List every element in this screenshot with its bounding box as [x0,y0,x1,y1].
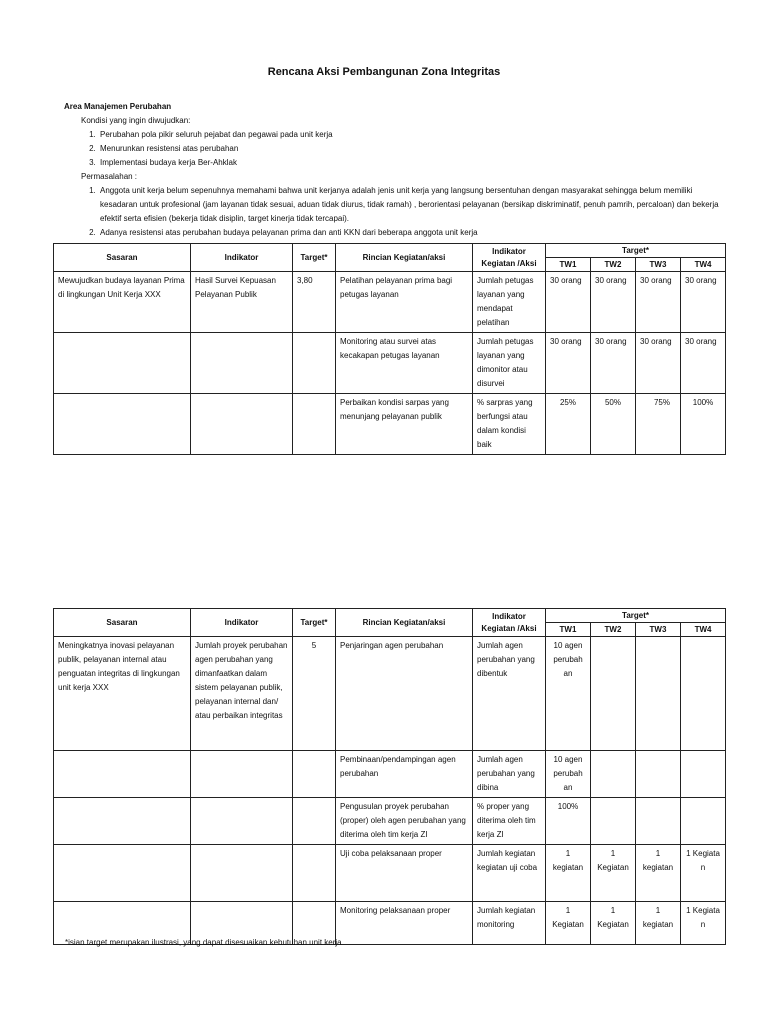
cell-tw1: 10 agen perubah an [546,637,591,751]
cell-indikator [191,394,293,455]
cell-tw4 [681,637,726,751]
cell-sasaran: Meningkatnya inovasi pelayanan publik, pelayanan internal atau penguatan integritas di lingkungan unit kerja XXX [54,637,191,751]
table-row [54,751,726,798]
rencana-aksi-table-1 [53,243,726,455]
header-tw4: TW4 [681,258,726,272]
footnote: *isian target merupakan ilustrasi, yang dapat disesuaikan kebutuhan unit kerja [65,938,342,947]
cell-rincian: Monitoring pelaksanaan proper [336,902,473,945]
cell-target [293,798,336,845]
header-tw3: TW3 [636,623,681,637]
header-rincian: Rincian Kegiatan/aksi [336,609,473,637]
table-row [54,394,726,455]
header-indikator: Indikator [191,609,293,637]
cell-tw3 [636,751,681,798]
cell-tw4: 1 Kegiata n [681,845,726,902]
cell-tw3: 30 orang [636,333,681,394]
cell-indikator-kegiatan: Jumlah agen perubahan yang dibentuk [473,637,546,751]
cell-tw2 [591,637,636,751]
cell-indikator-kegiatan: Jumlah kegiatan monitoring [473,902,546,945]
table-row [54,637,726,751]
cell-tw3: 30 orang [636,272,681,333]
table-row [54,272,726,333]
cell-indikator [191,798,293,845]
cell-tw3 [636,798,681,845]
header-target-group: Target* [546,609,726,623]
cell-indikator-kegiatan: Jumlah kegiatan kegiatan uji coba [473,845,546,902]
kondisi-list [64,128,724,170]
cell-tw2: 50% [591,394,636,455]
permasalahan-label: Permasalahan : [81,172,138,181]
cell-tw4: 30 orang [681,272,726,333]
header-target: Target* [293,609,336,637]
permasalahan-list [64,184,724,240]
cell-indikator [191,845,293,902]
header-sasaran: Sasaran [54,244,191,272]
cell-tw2: 30 orang [591,272,636,333]
cell-tw3 [636,637,681,751]
kondisi-label: Kondisi yang ingin diwujudkan: [81,116,191,125]
cell-rincian: Penjaringan agen perubahan [336,637,473,751]
cell-sasaran [54,394,191,455]
cell-tw2: 30 orang [591,333,636,394]
table-row [54,333,726,394]
cell-sasaran [54,845,191,902]
header-tw2: TW2 [591,623,636,637]
cell-tw4: 100% [681,394,726,455]
cell-tw2: 1 Kegiatan [591,845,636,902]
header-tw3: TW3 [636,258,681,272]
cell-indikator: Hasil Survei Kepuasan Pelayanan Publik [191,272,293,333]
cell-rincian: Pelatihan pelayanan prima bagi petugas layanan [336,272,473,333]
cell-indikator-kegiatan: % sarpras yang berfungsi atau dalam kondisi baik [473,394,546,455]
cell-target: 5 [293,637,336,751]
list-item: 2. Adanya resistensi atas perubahan budaya pelayanan prima dan anti KKN dari beberapa anggota unit kerja [98,226,724,240]
header-sasaran: Sasaran [54,609,191,637]
cell-tw3: 1 kegiatan [636,902,681,945]
list-item: 3. Implementasi budaya kerja Ber-Ahklak [98,156,724,170]
cell-target [293,394,336,455]
cell-sasaran: Mewujudkan budaya layanan Prima di lingkungan Unit Kerja XXX [54,272,191,333]
cell-rincian: Monitoring atau survei atas kecakapan petugas layanan [336,333,473,394]
cell-indikator-kegiatan: Jumlah petugas layanan yang mendapat pelatihan [473,272,546,333]
cell-sasaran [54,798,191,845]
cell-tw1: 25% [546,394,591,455]
cell-tw4: 1 Kegiata n [681,902,726,945]
header-indikator: Indikator [191,244,293,272]
rencana-aksi-table-2 [53,608,726,945]
cell-tw1: 10 agen perubah an [546,751,591,798]
table-row [54,845,726,902]
cell-tw2 [591,798,636,845]
cell-rincian: Perbaikan kondisi sarpas yang menunjang pelayanan publik [336,394,473,455]
header-tw2: TW2 [591,258,636,272]
header-indikator-kegiatan: Indikator Kegiatan /Aksi [473,609,546,637]
cell-target [293,751,336,798]
area-title: Area Manajemen Perubahan [64,102,172,111]
cell-tw1: 30 orang [546,272,591,333]
cell-tw4: 30 orang [681,333,726,394]
cell-sasaran [54,751,191,798]
cell-tw3: 1 kegiatan [636,845,681,902]
cell-target [293,333,336,394]
cell-indikator-kegiatan: Jumlah agen perubahan yang dibina [473,751,546,798]
cell-rincian: Pengusulan proyek perubahan (proper) oleh agen perubahan yang diterima oleh tim kerja ZI [336,798,473,845]
cell-target: 3,80 [293,272,336,333]
cell-tw2 [591,751,636,798]
list-item: 1. Perubahan pola pikir seluruh pejabat dan pegawai pada unit kerja [98,128,724,142]
cell-indikator [191,333,293,394]
header-tw4: TW4 [681,623,726,637]
cell-rincian: Pembinaan/pendampingan agen perubahan [336,751,473,798]
cell-sasaran [54,333,191,394]
cell-indikator-kegiatan: % proper yang diterima oleh tim kerja ZI [473,798,546,845]
cell-tw3: 75% [636,394,681,455]
cell-indikator: Jumlah proyek perubahan agen perubahan yang dimanfaatkan dalam sistem pelayanan publik, pelayanan internal dan/ atau perbaikan integritas [191,637,293,751]
cell-tw1: 1 kegiatan [546,845,591,902]
cell-indikator-kegiatan: Jumlah petugas layanan yang dimonitor atau disurvei [473,333,546,394]
cell-tw1: 1 Kegiatan [546,902,591,945]
header-target-group: Target* [546,244,726,258]
page-title: Rencana Aksi Pembangunan Zona Integritas [267,66,501,78]
header-rincian: Rincian Kegiatan/aksi [336,244,473,272]
cell-tw2: 1 Kegiatan [591,902,636,945]
list-item: 2. Menurunkan resistensi atas perubahan [98,142,724,156]
cell-rincian: Uji coba pelaksanaan proper [336,845,473,902]
table-row [54,798,726,845]
header-indikator-kegiatan: Indikator Kegiatan /Aksi [473,244,546,272]
cell-indikator [191,751,293,798]
cell-tw1: 30 orang [546,333,591,394]
cell-tw4 [681,798,726,845]
cell-tw4 [681,751,726,798]
intro-section [64,100,724,240]
cell-target [293,845,336,902]
list-item: 1. Anggota unit kerja belum sepenuhnya memahami bahwa unit kerjanya adalah jenis unit kerja yang langsung bersentuhan dengan masyarakat sehingga belum memiliki kesadaran untuk profesional (jam layanan tidak sesuai, aduan tidak diurus, tidak ramah) , berorientasi pelayanan (bersikap diskriminatif, penuh pamrih, percaloan) dan bekerja efektif serta efisien (bekerja tidak disiplin, target kinerja tidak tercapai). [98,184,724,226]
cell-tw1: 100% [546,798,591,845]
header-tw1: TW1 [546,258,591,272]
header-tw1: TW1 [546,623,591,637]
header-target: Target* [293,244,336,272]
